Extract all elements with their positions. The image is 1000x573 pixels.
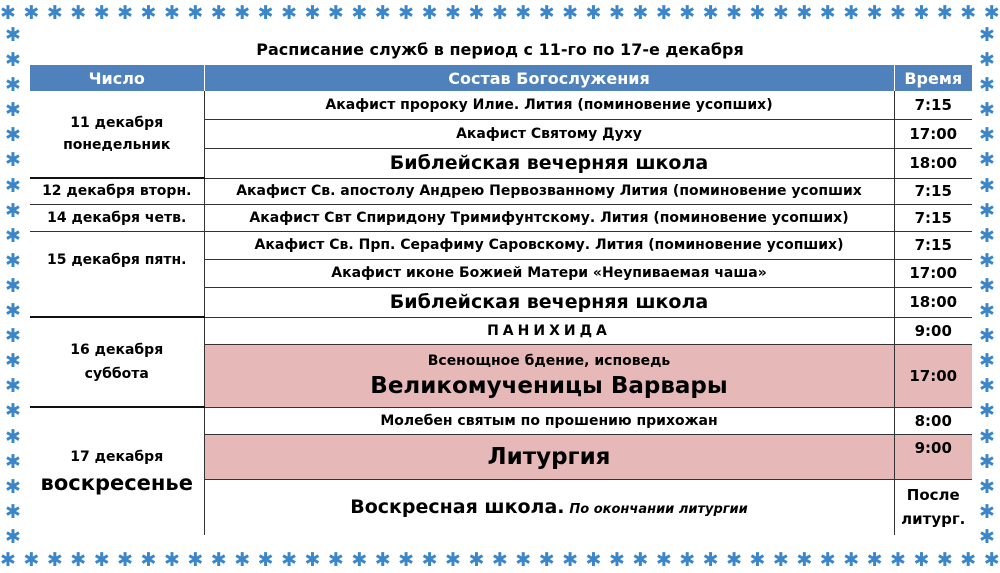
snowflake-icon: ✱	[726, 1, 742, 24]
snowflake-icon: ✱	[960, 548, 977, 571]
snowflake-icon: ✱	[46, 1, 63, 24]
header-service: Состав Богослужения	[204, 65, 894, 91]
snowflake-icon: ✱	[679, 548, 696, 571]
snowflake-icon: ✱	[979, 475, 995, 498]
snowflake-icon: ✱	[5, 375, 21, 398]
snowflake-icon: ✱	[5, 74, 21, 97]
snowflake-icon: ✱	[5, 425, 21, 448]
snowflake-icon: ✱	[585, 548, 602, 571]
service-cell: Молебен святым по прошению прихожан	[204, 407, 894, 434]
snowflake-icon: ✱	[351, 1, 368, 24]
weekday-label: воскресенье	[40, 470, 193, 495]
snowflake-icon: ✱	[257, 548, 274, 571]
time-cell: 17:00	[894, 259, 972, 287]
snowflake-icon: ✱	[866, 548, 883, 571]
service-cell	[204, 344, 894, 407]
snowflake-icon: ✱	[843, 548, 860, 571]
snowflake-icon: ✱	[351, 548, 368, 571]
service-cell: Акафист Святому Духу	[204, 119, 894, 148]
service-cell: Акафист Св. Прп. Серафиму Саровскому. Лития (поминовение усопших)	[204, 231, 894, 259]
table-row	[30, 91, 972, 119]
snowflake-icon: ✱	[515, 548, 532, 571]
snowflake-icon: ✱	[93, 1, 110, 24]
snowflake-icon: ✱	[913, 548, 930, 571]
snowflake-icon: ✱	[702, 1, 719, 24]
snowflake-icon: ✱	[979, 350, 995, 373]
time-cell	[894, 479, 972, 535]
snowflake-icon: ✱	[117, 1, 134, 24]
snowflake-icon: ✱	[979, 124, 995, 147]
snowflake-icon: ✱	[843, 1, 860, 24]
border-right	[974, 26, 1000, 547]
snowflake-icon: ✱	[398, 1, 415, 24]
snowflake-icon: ✱	[93, 548, 110, 571]
snowflake-icon: ✱	[5, 199, 21, 222]
snowflake-icon: ✱	[5, 475, 21, 498]
snowflake-icon: ✱	[538, 1, 555, 24]
weekday-label: суббота	[84, 366, 149, 382]
snowflake-icon: ✱	[538, 548, 555, 571]
snowflake-icon: ✱	[140, 1, 157, 24]
header-time: Время	[894, 65, 972, 91]
snowflake-icon: ✱	[187, 548, 204, 571]
table-row	[30, 204, 972, 231]
date-label: 16 декабря	[70, 342, 164, 358]
snowflake-icon: ✱	[117, 548, 134, 571]
table-row	[30, 407, 972, 434]
snowflake-icon: ✱	[5, 249, 21, 272]
table-row	[30, 178, 972, 204]
snowflake-icon: ✱	[374, 548, 391, 571]
time-cell: 9:00	[894, 434, 972, 479]
service-cell	[204, 479, 894, 535]
snowflake-icon: ✱	[979, 525, 995, 548]
snowflake-icon: ✱	[979, 500, 995, 523]
service-cell: Акафист пророку Илие. Лития (поминовение усопших)	[204, 91, 894, 119]
snowflake-icon: ✱	[979, 425, 995, 448]
snowflake-icon: ✱	[421, 548, 438, 571]
snowflake-icon: ✱	[979, 300, 995, 323]
time-line: После	[906, 486, 960, 505]
date-cell	[30, 407, 204, 535]
snowflake-icon: ✱	[304, 1, 321, 24]
snowflake-icon: ✱	[234, 548, 251, 571]
snowflake-icon: ✱	[979, 199, 995, 222]
snowflake-icon: ✱	[374, 1, 391, 24]
snowflake-icon: ✱	[960, 1, 977, 24]
snowflake-icon: ✱	[5, 450, 21, 473]
snowflake-icon: ✱	[890, 1, 906, 24]
snowflake-icon: ✱	[979, 74, 995, 97]
snowflake-icon: ✱	[5, 300, 21, 323]
snowflake-icon: ✱	[562, 548, 579, 571]
snowflake-icon: ✱	[140, 548, 157, 571]
service-cell: Акафист иконе Божией Матери «Неупиваемая чаша»	[204, 259, 894, 287]
service-cell: Библейская вечерняя школа	[204, 287, 894, 317]
snowflake-icon: ✱	[327, 1, 344, 24]
schedule-table	[30, 65, 972, 535]
snowflake-icon: ✱	[585, 1, 602, 24]
snowflake-icon: ✱	[5, 49, 21, 72]
snowflake-icon: ✱	[257, 1, 274, 24]
snowflake-icon: ✱	[819, 1, 836, 24]
snowflake-icon: ✱	[163, 548, 180, 571]
time-cell: 17:00	[894, 344, 972, 407]
snowflake-icon: ✱	[5, 274, 21, 297]
snowflake-icon: ✱	[979, 400, 995, 423]
service-line: Всенощное бдение, исповедь	[427, 352, 671, 369]
snowflake-icon: ✱	[0, 548, 16, 571]
snowflake-icon: ✱	[655, 1, 672, 24]
snowflake-icon: ✱	[491, 1, 508, 24]
snowflake-icon: ✱	[281, 548, 297, 571]
time-cell: 7:15	[894, 204, 972, 231]
snowflake-icon: ✱	[421, 1, 438, 24]
snowflake-icon: ✱	[749, 1, 766, 24]
time-cell: 18:00	[894, 148, 972, 178]
snowflake-icon: ✱	[187, 1, 204, 24]
snowflake-icon: ✱	[772, 1, 789, 24]
snowflake-icon: ✱	[70, 548, 87, 571]
date-label: 15 декабря пятн.	[46, 251, 187, 268]
snowflake-icon: ✱	[796, 1, 813, 24]
snowflake-icon: ✱	[979, 149, 995, 172]
time-cell: 7:15	[894, 91, 972, 119]
snowflake-icon: ✱	[5, 24, 21, 46]
border-bottom	[0, 547, 1000, 573]
snowflake-icon: ✱	[608, 1, 625, 24]
service-cell: Литургия	[204, 434, 894, 479]
snowflake-icon: ✱	[983, 548, 1000, 571]
date-label: 11 декабря	[70, 115, 164, 131]
snowflake-icon: ✱	[979, 375, 995, 398]
snowflake-icon: ✱	[281, 1, 297, 24]
service-cell: Акафист Св. апостолу Андрею Первозванному Лития (поминовение усопших	[204, 178, 894, 204]
service-cell: Библейская вечерняя школа	[204, 148, 894, 178]
snowflake-icon: ✱	[5, 174, 21, 197]
table-row	[30, 317, 972, 344]
page-title: Расписание служб в период с 11-го по 17-е декабря	[256, 40, 744, 59]
date-cell: 12 декабря вторн.	[30, 178, 204, 204]
snowflake-icon: ✱	[70, 1, 87, 24]
snowflake-icon: ✱	[468, 548, 485, 571]
snowflake-icon: ✱	[163, 1, 180, 24]
snowflake-icon: ✱	[5, 325, 21, 348]
snowflake-icon: ✱	[983, 1, 1000, 24]
header-row	[30, 65, 972, 91]
date-cell: 14 декабря четв.	[30, 204, 204, 231]
snowflake-icon: ✱	[936, 1, 953, 24]
border-top	[0, 0, 1000, 26]
date-cell	[30, 317, 204, 407]
snowflake-icon: ✱	[5, 400, 21, 423]
snowflake-icon: ✱	[819, 548, 836, 571]
snowflake-icon: ✱	[979, 49, 995, 72]
snowflake-icon: ✱	[5, 124, 21, 147]
snowflake-icon: ✱	[632, 1, 649, 24]
snowflake-icon: ✱	[5, 525, 21, 548]
time-cell: 7:15	[894, 231, 972, 259]
snowflake-icon: ✱	[234, 1, 251, 24]
date-label: 17 декабря	[70, 448, 164, 465]
time-cell: 18:00	[894, 287, 972, 317]
service-cell: Акафист Свт Спиридону Тримифунтскому. Лития (поминовение усопших)	[204, 204, 894, 231]
snowflake-icon: ✱	[562, 1, 579, 24]
date-cell	[30, 231, 204, 317]
snowflake-icon: ✱	[866, 1, 883, 24]
snowflake-icon: ✱	[679, 1, 696, 24]
snowflake-icon: ✱	[979, 24, 995, 46]
snowflake-icon: ✱	[304, 548, 321, 571]
snowflake-icon: ✱	[5, 500, 21, 523]
snowflake-icon: ✱	[702, 548, 719, 571]
snowflake-icon: ✱	[445, 548, 461, 571]
time-line: литург.	[901, 510, 966, 529]
snowflake-icon: ✱	[936, 548, 953, 571]
time-cell: 9:00	[894, 317, 972, 344]
snowflake-icon: ✱	[23, 548, 40, 571]
time-cell: 7:15	[894, 178, 972, 204]
snowflake-icon: ✱	[327, 548, 344, 571]
snowflake-icon: ✱	[5, 224, 21, 247]
snowflake-icon: ✱	[979, 224, 995, 247]
snowflake-icon: ✱	[913, 1, 930, 24]
date-cell	[30, 91, 204, 178]
snowflake-icon: ✱	[979, 174, 995, 197]
snowflake-icon: ✱	[5, 99, 21, 122]
snowflake-icon: ✱	[796, 548, 813, 571]
snowflake-icon: ✱	[0, 1, 16, 24]
snowflake-icon: ✱	[23, 1, 40, 24]
snowflake-icon: ✱	[726, 548, 742, 571]
snowflake-icon: ✱	[468, 1, 485, 24]
snowflake-icon: ✱	[979, 325, 995, 348]
snowflake-icon: ✱	[632, 548, 649, 571]
snowflake-icon: ✱	[5, 350, 21, 373]
snowflake-icon: ✱	[979, 450, 995, 473]
snowflake-icon: ✱	[655, 548, 672, 571]
service-line-big: Великомученицы Варвары	[370, 372, 728, 399]
snowflake-icon: ✱	[608, 548, 625, 571]
snowflake-icon: ✱	[515, 1, 532, 24]
snowflake-icon: ✱	[979, 249, 995, 272]
snowflake-icon: ✱	[749, 548, 766, 571]
snowflake-icon: ✱	[979, 274, 995, 297]
snowflake-icon: ✱	[979, 99, 995, 122]
border-left	[0, 26, 26, 547]
snowflake-icon: ✱	[890, 548, 906, 571]
header-date: Число	[30, 65, 204, 91]
snowflake-icon: ✱	[5, 149, 21, 172]
time-cell: 8:00	[894, 407, 972, 434]
snowflake-icon: ✱	[210, 548, 227, 571]
snowflake-icon: ✱	[398, 548, 415, 571]
time-cell: 17:00	[894, 119, 972, 148]
snowflake-icon: ✱	[491, 548, 508, 571]
snowflake-icon: ✱	[772, 548, 789, 571]
table-row	[30, 231, 972, 259]
weekday-label: понедельник	[63, 137, 171, 153]
service-line-big: Воскресная школа.	[350, 496, 565, 519]
snowflake-icon: ✱	[445, 1, 461, 24]
snowflake-icon: ✱	[210, 1, 227, 24]
service-cell: ПАНИХИДА	[204, 317, 894, 344]
service-note: По окончании литургии	[569, 502, 748, 518]
snowflake-icon: ✱	[46, 548, 63, 571]
